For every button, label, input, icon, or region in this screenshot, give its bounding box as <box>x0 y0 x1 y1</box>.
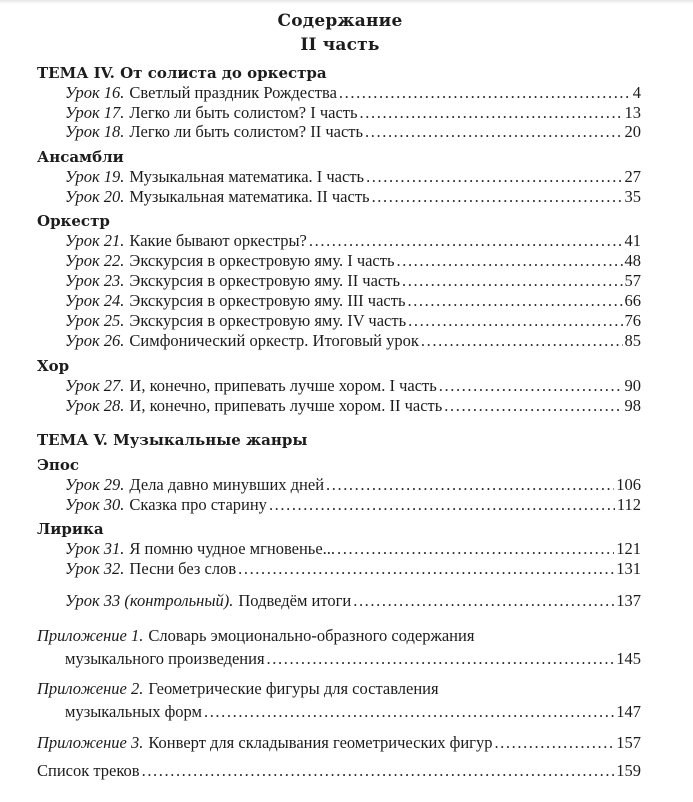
page-number: 145 <box>616 649 641 668</box>
lesson-label: Урок 20. <box>65 187 125 206</box>
lesson-label: Урок 17. <box>65 103 125 122</box>
lesson-title: И, конечно, припевать лучше хором. I часть <box>129 376 437 395</box>
dot-leader <box>408 311 622 331</box>
lesson-title: Какие бывают оркестры? <box>129 231 307 250</box>
lesson-title: Легко ли быть солистом? I часть <box>129 103 358 122</box>
page-title: Содержание <box>277 11 403 31</box>
dot-leader <box>421 331 623 351</box>
page-subtitle: II часть <box>300 35 380 55</box>
page-number: 85 <box>624 331 641 350</box>
appendix-title: Словарь эмоционально-образного содержания <box>148 626 475 645</box>
dot-leader <box>204 702 614 722</box>
group-heading-choir: Хор <box>37 357 70 375</box>
toc-entry[interactable] <box>65 251 641 271</box>
lesson-title: Музыкальная математика. II часть <box>129 187 370 206</box>
lesson-label: Урок 27. <box>65 376 125 395</box>
page-number: 121 <box>616 539 641 558</box>
track-list-title: Список треков <box>37 761 140 780</box>
page-number: 66 <box>624 291 641 310</box>
toc-entry[interactable] <box>65 331 641 351</box>
toc-entry[interactable] <box>65 311 641 331</box>
lesson-title: Песни без слов <box>129 559 237 578</box>
lesson-label: Урок 22. <box>65 251 125 270</box>
lesson-label: Урок 21. <box>65 231 125 250</box>
page-number: 157 <box>616 733 641 752</box>
dot-leader <box>360 103 623 123</box>
toc-entry[interactable] <box>65 167 641 187</box>
page-number: 41 <box>624 231 641 250</box>
toc-entry[interactable] <box>65 591 641 611</box>
appendix-title: Конверт для складывания геометрических фигур <box>148 733 493 752</box>
page-number: 4 <box>632 83 641 102</box>
dot-leader <box>365 122 622 142</box>
toc-entry[interactable] <box>65 291 641 311</box>
dot-leader <box>402 271 623 291</box>
lesson-label: Урок 16. <box>65 83 125 102</box>
lesson-title: Сказка про старину <box>129 495 267 514</box>
lesson-title: Легко ли быть солистом? II часть <box>129 122 364 141</box>
lesson-title: Экскурсия в оркестровую яму. III часть <box>129 291 406 310</box>
lesson-title: Экскурсия в оркестровую яму. I часть <box>129 251 395 270</box>
appendix-label: Приложение 1. <box>37 626 144 645</box>
toc-entry-appendix-1-continued[interactable] <box>65 649 641 669</box>
group-heading-orchestra: Оркестр <box>37 212 110 230</box>
toc-entry[interactable] <box>65 187 641 207</box>
toc-entry[interactable] <box>65 122 641 142</box>
lesson-title: Музыкальная математика. I часть <box>129 167 365 186</box>
lesson-title: Дела давно минувших дней <box>129 475 325 494</box>
page-number: 106 <box>616 475 641 494</box>
page-number: 137 <box>616 591 641 610</box>
section-heading-theme-5: ТЕМА V. Музыкальные жанры <box>37 431 308 449</box>
lesson-title: И, конечно, припевать лучше хором. II часть <box>129 396 443 415</box>
page-number: 112 <box>616 495 641 514</box>
lesson-label: Урок 23. <box>65 271 125 290</box>
appendix-label: Приложение 2. <box>37 679 144 698</box>
toc-entry-appendix-1[interactable] <box>37 626 474 646</box>
lesson-title: Подведём итоги <box>238 591 352 610</box>
dot-leader <box>339 83 631 103</box>
lesson-label: Урок 18. <box>65 122 125 141</box>
page-number: 98 <box>624 396 641 415</box>
group-heading-lyrics: Лирика <box>37 520 104 538</box>
section-heading-theme-4: ТЕМА IV. От солиста до оркестра <box>37 64 327 82</box>
dot-leader <box>238 559 614 579</box>
appendix-title-continued: музыкального произведения <box>65 649 265 668</box>
lesson-label: Урок 19. <box>65 167 125 186</box>
lesson-title: Экскурсия в оркестровую яму. II часть <box>129 271 400 290</box>
dot-leader <box>397 251 623 271</box>
page-number: 48 <box>624 251 641 270</box>
lesson-label: Урок 24. <box>65 291 125 310</box>
toc-entry[interactable] <box>65 83 641 103</box>
dot-leader <box>444 396 622 416</box>
appendix-title-continued: музыкальных форм <box>65 702 202 721</box>
page-number: 147 <box>616 702 641 721</box>
lesson-title: Я помню чудное мгновенье... <box>129 539 336 558</box>
dot-leader <box>309 231 623 251</box>
lesson-label: Урок 32. <box>65 559 125 578</box>
page-number: 35 <box>624 187 641 206</box>
dot-leader <box>267 649 615 669</box>
dot-leader <box>337 539 614 559</box>
lesson-label: Урок 29. <box>65 475 125 494</box>
appendix-label: Приложение 3. <box>37 733 144 752</box>
dot-leader <box>366 167 622 187</box>
appendix-title: Геометрические фигуры для составления <box>148 679 439 698</box>
page-number: 13 <box>624 103 641 122</box>
dot-leader <box>439 376 623 396</box>
dot-leader <box>407 291 622 311</box>
toc-entry-track-list[interactable] <box>37 761 641 781</box>
toc-entry[interactable] <box>65 271 641 291</box>
dot-leader <box>494 733 614 753</box>
toc-entry[interactable] <box>65 103 641 123</box>
group-heading-ensembles: Ансамбли <box>37 148 124 166</box>
lesson-label: Урок 25. <box>65 311 125 330</box>
page-number: 20 <box>624 122 641 141</box>
lesson-title: Симфонический оркестр. Итоговый урок <box>129 331 419 350</box>
page-number: 159 <box>616 761 641 780</box>
toc-entry-appendix-2-continued[interactable] <box>65 702 641 722</box>
lesson-label: Урок 31. <box>65 539 125 558</box>
toc-entry[interactable] <box>65 559 641 579</box>
page-number: 131 <box>616 559 641 578</box>
page-number: 57 <box>624 271 641 290</box>
dot-leader <box>269 495 615 515</box>
toc-entry[interactable] <box>65 475 641 495</box>
toc-entry-appendix-3[interactable] <box>37 733 641 753</box>
dot-leader <box>372 187 623 207</box>
dot-leader <box>326 475 614 495</box>
group-heading-epic: Эпос <box>37 456 80 474</box>
lesson-label: Урок 33 (контрольный). <box>65 591 234 610</box>
lesson-label: Урок 26. <box>65 331 125 350</box>
toc-entry[interactable] <box>65 396 641 416</box>
toc-entry-appendix-2[interactable] <box>37 679 439 699</box>
lesson-label: Урок 30. <box>65 495 125 514</box>
lesson-title: Экскурсия в оркестровую яму. IV часть <box>129 311 407 330</box>
page-number: 90 <box>624 376 641 395</box>
lesson-label: Урок 28. <box>65 396 125 415</box>
dot-leader <box>353 591 614 611</box>
lesson-title: Светлый праздник Рождества <box>129 83 337 102</box>
toc-entry[interactable] <box>65 231 641 251</box>
page-number: 76 <box>624 311 641 330</box>
page-number: 27 <box>624 167 641 186</box>
toc-entry[interactable] <box>65 495 641 515</box>
dot-leader <box>142 761 615 781</box>
toc-entry[interactable] <box>65 376 641 396</box>
toc-entry[interactable] <box>65 539 641 559</box>
